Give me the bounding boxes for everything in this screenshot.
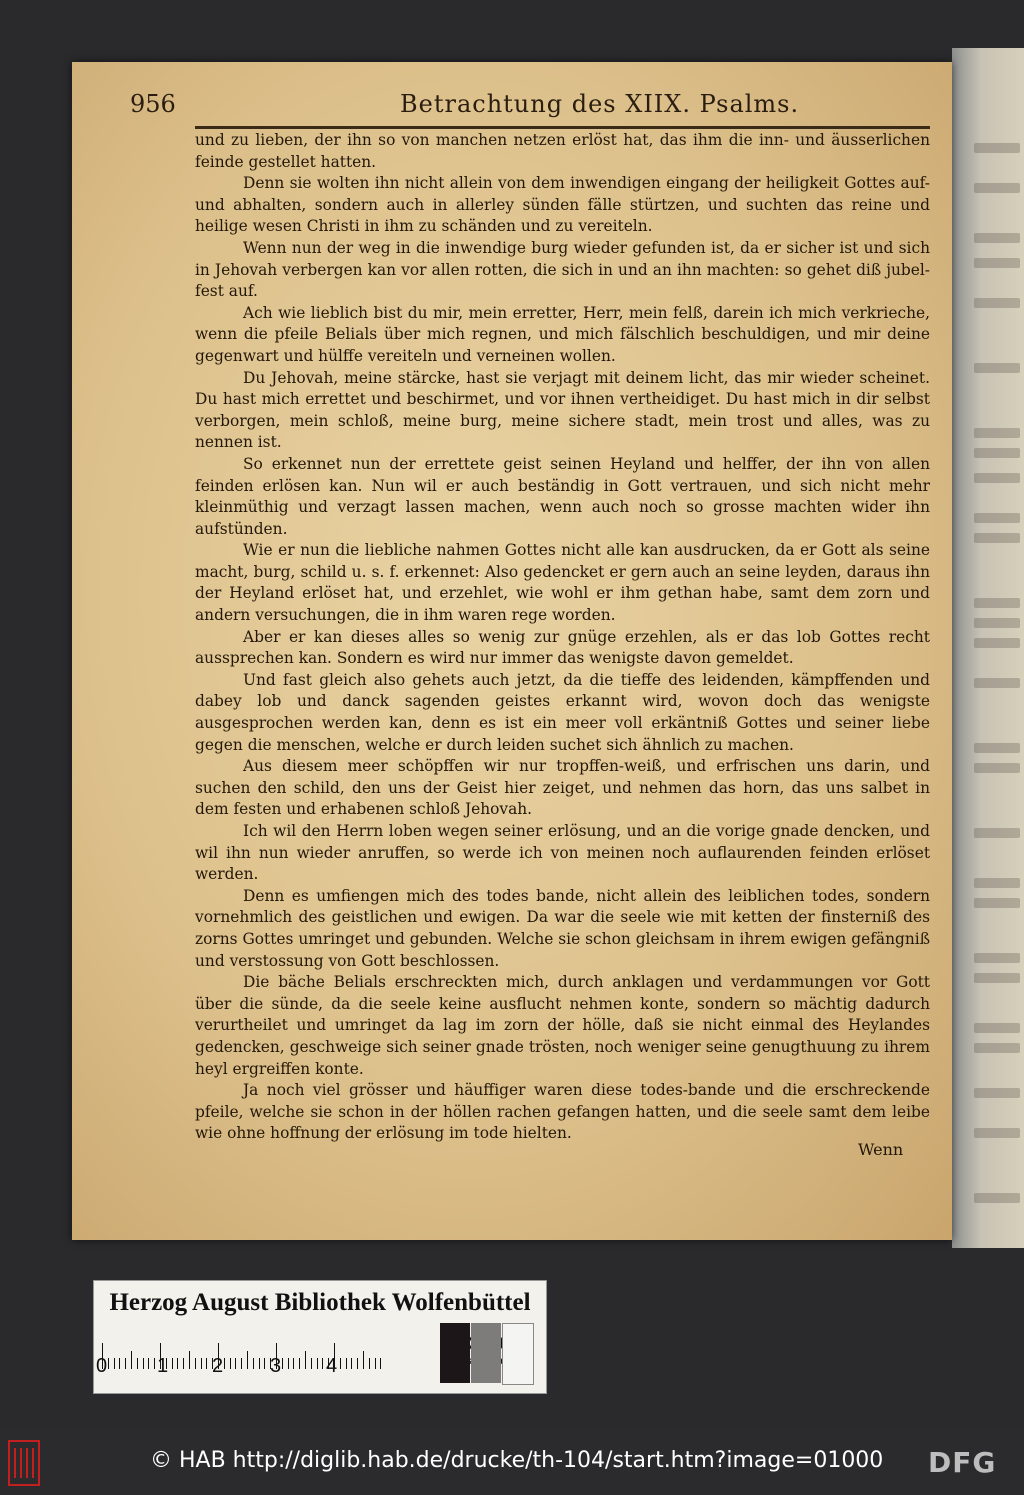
footer-bar xyxy=(0,1430,1024,1495)
color-calibration-card xyxy=(93,1280,547,1394)
page-number: 956 xyxy=(130,90,176,118)
dfg-logo: DFG xyxy=(928,1446,997,1479)
ruler-number: 1 xyxy=(157,1355,169,1377)
paragraph: Aus diesem meer schöpffen wir nur tropffen-weiß, und erfrischen uns darin, und suchen den schild, den uns der Geist hier zeiget, und nehmen das horn, das uns salbet in dem festen und erhabenen schloß Jehovah. xyxy=(195,757,930,819)
paragraph: und zu lieben, der ihn so von manchen netzen erlöst hat, das ihm die inn- und äusserlichen feinde gestellet hatten. xyxy=(195,131,930,171)
running-head-title: Betrachtung des XIIX. Psalms. xyxy=(400,90,800,118)
ruler-numbers xyxy=(94,1355,434,1381)
swatch-white xyxy=(502,1323,534,1385)
next-page-edge xyxy=(952,48,1024,1248)
library-name: Herzog August Bibliothek Wolfenbüttel xyxy=(109,1289,531,1316)
catchword: Wenn xyxy=(858,1140,904,1159)
paragraph: Aber er kan dieses alles so wenig zur gnüge erzehlen, als er das lob Gottes recht aussprechen kan. Sondern es wird nur immer das wenigste davon gemeldet. xyxy=(195,627,930,668)
footer-link[interactable]: © HAB http://diglib.hab.de/drucke/th-104/start.htm?image=01000 xyxy=(150,1448,884,1473)
paragraph: Denn sie wolten ihn nicht allein von dem inwendigen eingang der heiligkeit Gottes auf- und abhalten, sondern auch in allerley sünden fälle stürtzen, und suchten das reine und heilige wesen Christi in ihm zu schänden und zu vereiteln. xyxy=(195,174,930,236)
paragraph: Ich wil den Herrn loben wegen seiner erlösung, und an die vorige gnade dencken, und wil ihn nun wieder anruffen, so werde ich von meinen noch auflaurenden feinden erlöset werden. xyxy=(195,822,930,884)
hab-logo-icon xyxy=(8,1440,40,1486)
ruler-number: 4 xyxy=(326,1355,338,1377)
ruler-number: 3 xyxy=(270,1355,282,1377)
ruler-number: 0 xyxy=(96,1355,108,1377)
paragraph: Wie er nun die liebliche nahmen Gottes nicht alle kan ausdrucken, da er Gott als seine macht, burg, schild u. s. f. erkennet: Also gedencket er gern auch an seine leyden, daraus ihn der Heyland erlöset hat, und erzehlet, wie wohl er ihm gethan habe, samt dem zorn und andern versuchungen, die in ihm waren rege worden. xyxy=(195,541,930,625)
paragraph: Die bäche Belials erschreckten mich, durch anklagen und verdammungen vor Gott über die sünde, da die seele keine ausflucht nehmen konte, sondern so mächtig dadurch verurtheilet und umringet da lag im zorn der hölle, daß sie nicht einmal des Heylandes gedencken, geschweige sich seiner gnade trösten, noch weniger seine genugthuung zu ihrem heyl ergreiffen konte. xyxy=(195,973,930,1078)
head-rule xyxy=(195,126,930,129)
paragraph: Und fast gleich also gehets auch jetzt, da die tieffe des leidenden, kämpffenden und dabey lob und danck sagenden geistes erkannt wird, wovon doch das wenigste ausgesprochen werden kan, denn es ist ein meer voll erkäntniß Gottes und seiner liebe gegen die menschen, welche er durch leiden suchet sich ähnlich zu machen. xyxy=(195,670,930,754)
paragraph: Du Jehovah, meine stärcke, hast sie verjagt mit deinem licht, das mir wieder scheinet. Du hast mich errettet und beschirmet, und vor ihnen vertheidiget. Du hast mich in dir selbst verborgen, mein schloß, meine burg, meine sichere stadt, mein trost und alles, was zu nennen ist. xyxy=(195,368,930,452)
swatch-black xyxy=(440,1323,470,1383)
body-text xyxy=(195,130,930,1145)
paragraph: Wenn nun der weg in die inwendige burg wieder gefunden ist, da er sicher ist und sich in Jehovah verbergen kan vor allen rotten, die sich in und an ihn machten: so gehet diß jubel-fest auf. xyxy=(195,238,930,301)
paragraph: Ja noch viel grösser und häuffiger waren diese todes-bande und die erschreckende pfeile, welche sie schon in der höllen rachen gefangen hatten, und die seele samt dem leibe wie ohne hoffnung der erlösung im tode hielten. xyxy=(195,1081,930,1143)
swatch-gray xyxy=(471,1323,501,1383)
running-head xyxy=(130,90,930,124)
ruler-number: 2 xyxy=(212,1355,224,1377)
paragraph: So erkennet nun der errettete geist seinen Heyland und helffer, der ihn von allen feinden erlösen kan. Nun wil er auch beständig in Gott vertrauen, und sich nicht mehr kleinmüthig und verzagt lassen machen, wenn auch noch so grosse machten wider ihn aufstünden. xyxy=(195,454,930,538)
paragraph: Denn es umfiengen mich des todes bande, nicht allein des leiblichen todes, sondern vornehmlich des geistlichen und ewigen. Da war die seele wie mit ketten der finsterniß des zorns Gottes umringet und gebunden. Welche sie schon gleichsam in ihrem ewigen gefängniß und verstossung von Gott beschlossen. xyxy=(195,886,930,970)
paragraph: Ach wie lieblich bist du mir, mein erretter, Herr, mein felß, darein ich mich verkrieche, wenn die pfeile Belials über mich regnen, und mich fälschlich beschuldigen, und mir deine gegenwart und hülffe vereiteln und verneinen wollen. xyxy=(195,303,930,365)
